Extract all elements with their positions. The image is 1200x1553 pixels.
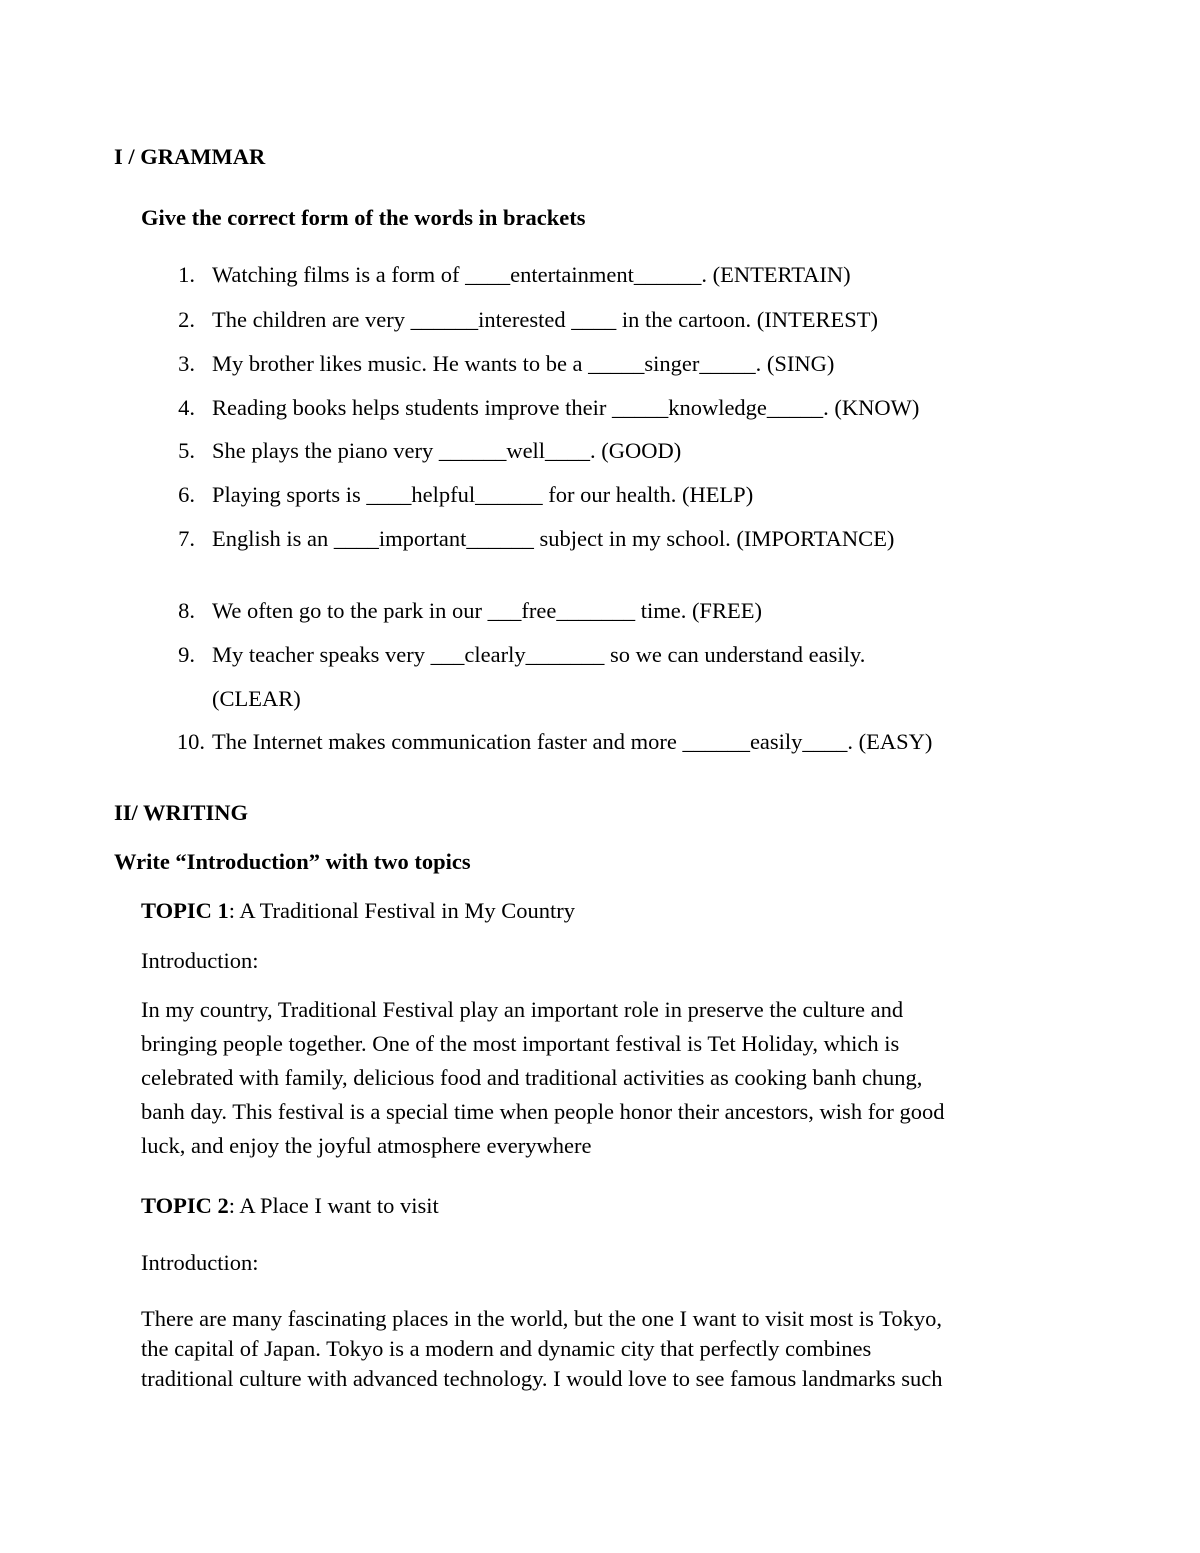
topic-title: : A Place I want to visit	[228, 1193, 439, 1218]
item-number: 8.	[178, 598, 195, 623]
item-text: The Internet makes communication faster and more ______easily____. (EASY)	[212, 729, 933, 754]
paragraph-line: In my country, Traditional Festival play an important role in preserve the culture and	[141, 997, 904, 1022]
item-text: The children are very ______interested ____ in the cartoon. (INTEREST)	[212, 307, 879, 332]
item-number: 2.	[178, 307, 195, 332]
item-text: Playing sports is ____helpful______ for our health. (HELP)	[212, 482, 754, 507]
topic-1-title	[141, 898, 575, 924]
paragraph-line: traditional culture with advanced technology. I would love to see famous landmarks such	[141, 1366, 943, 1391]
paragraph-line: celebrated with family, delicious food and traditional activities as cooking banh chung,	[141, 1065, 923, 1090]
topic-label: TOPIC 2	[141, 1193, 229, 1218]
item-text: English is an ____important______ subject in my school. (IMPORTANCE)	[212, 526, 895, 551]
writing-heading: II/ WRITING	[114, 800, 249, 825]
intro-label: Introduction:	[141, 948, 259, 973]
grammar-instruction: Give the correct form of the words in brackets	[141, 205, 586, 230]
item-text: She plays the piano very ______well____. (GOOD)	[212, 438, 682, 463]
item-number: 10.	[176, 729, 205, 754]
paragraph-line: luck, and enjoy the joyful atmosphere everywhere	[141, 1133, 592, 1158]
item-number: 1.	[178, 262, 195, 287]
item-text: We often go to the park in our ___free_______ time. (FREE)	[212, 598, 762, 623]
item-text-continuation: (CLEAR)	[212, 686, 301, 711]
paragraph-line: bringing people together. One of the most important festival is Tet Holiday, which is	[141, 1031, 900, 1056]
grammar-heading: I / GRAMMAR	[114, 144, 266, 169]
intro-label: Introduction:	[141, 1250, 259, 1275]
item-text: My teacher speaks very ___clearly_______ so we can understand easily.	[212, 642, 866, 667]
topic-label: TOPIC 1	[141, 898, 229, 923]
writing-instruction: Write “Introduction” with two topics	[114, 849, 471, 874]
item-text: My brother likes music. He wants to be a _____singer_____. (SING)	[212, 351, 835, 376]
item-number: 7.	[178, 526, 195, 551]
item-number: 6.	[178, 482, 195, 507]
topic-2-title	[141, 1193, 439, 1219]
item-number: 5.	[178, 438, 195, 463]
item-text: Reading books helps students improve their _____knowledge_____. (KNOW)	[212, 395, 920, 420]
topic-title: : A Traditional Festival in My Country	[228, 898, 576, 923]
item-number: 3.	[178, 351, 195, 376]
item-text: Watching films is a form of ____entertainment______. (ENTERTAIN)	[212, 262, 851, 287]
paragraph-line: banh day. This festival is a special time when people honor their ancestors, wish for good	[141, 1099, 945, 1124]
paragraph-line: There are many fascinating places in the world, but the one I want to visit most is Tokyo,	[141, 1306, 942, 1331]
paragraph-line: the capital of Japan. Tokyo is a modern and dynamic city that perfectly combines	[141, 1336, 872, 1361]
item-number: 4.	[178, 395, 195, 420]
item-number: 9.	[178, 642, 195, 667]
